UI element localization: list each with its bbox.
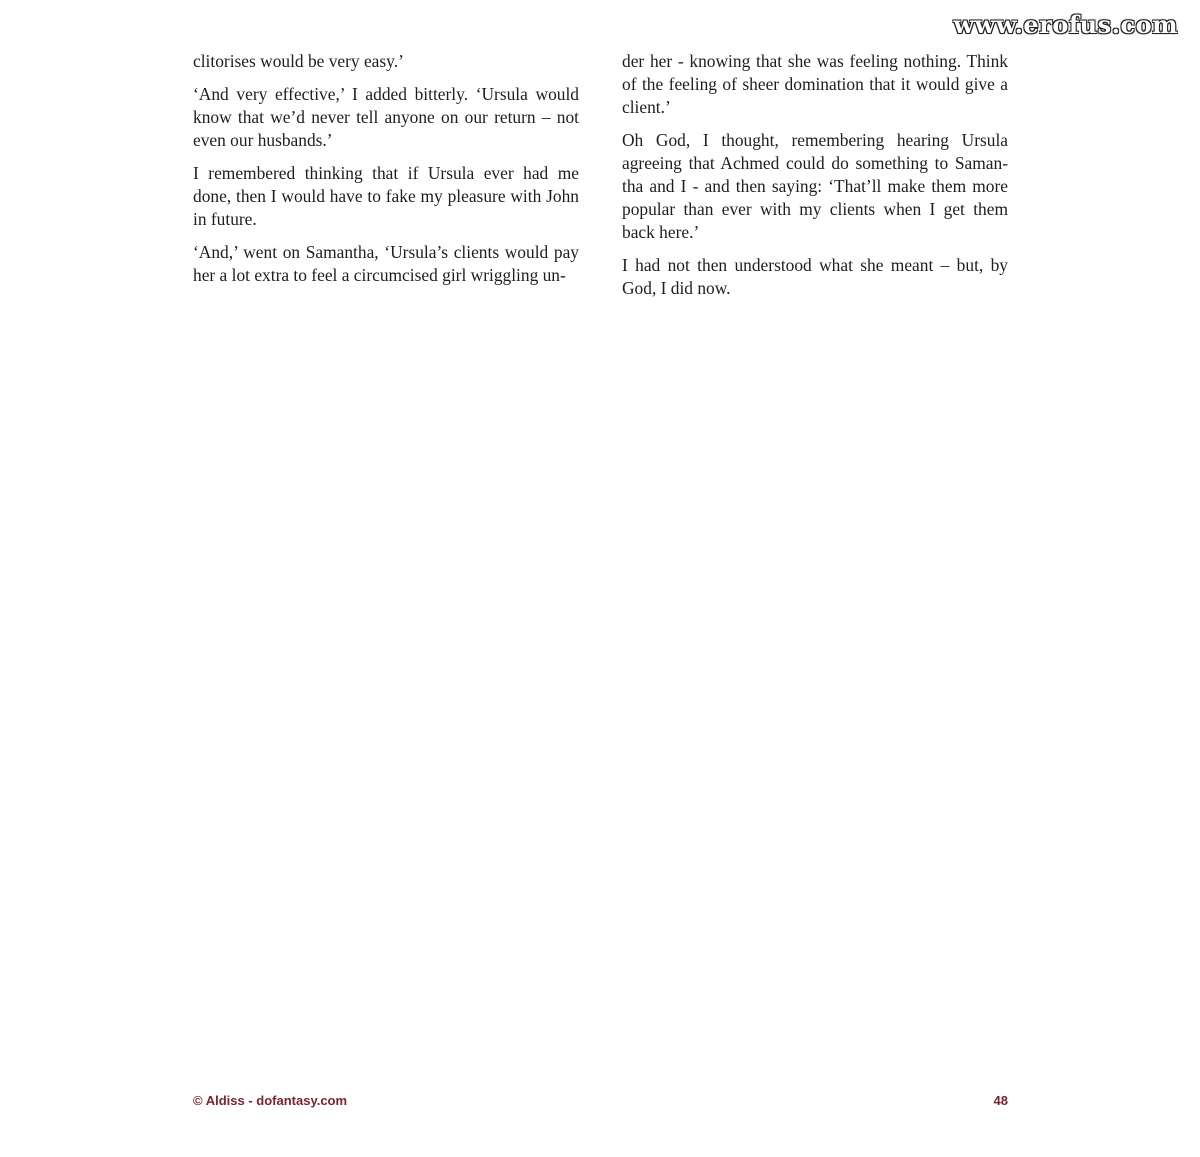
paragraph: der her - knowing that she was feeling nothing. Think of the feeling of sheer domination that it would give a client.’ xyxy=(622,51,1008,117)
paragraph: Oh God, I thought, remembering hearing Ursula agreeing that Achmed could do something to Saman-tha and I - and then saying: ‘That’ll make them more popular than ever with my clients when I get them back here.’ xyxy=(622,130,1008,242)
paragraph: clitorises would be very easy.’ xyxy=(193,51,404,71)
paragraph: I had not then understood what she meant – but, by God, I did now. xyxy=(622,255,1008,298)
watermark-logo: www.erofus.com xyxy=(953,10,1178,39)
paragraph: ‘And,’ went on Samantha, ‘Ursula’s clients would pay her a lot extra to feel a circumcised girl wriggling un- xyxy=(193,242,579,285)
paragraph: I remembered thinking that if Ursula ever had me done, then I would have to fake my pleasure with John in future. xyxy=(193,163,579,229)
text-column-left xyxy=(193,50,579,297)
paragraph: ‘And very effective,’ I added bitterly. ‘Ursula would know that we’d never tell anyone on our return – not even our husbands.’ xyxy=(193,84,579,150)
page-number: 48 xyxy=(993,1093,1008,1108)
text-column-right xyxy=(622,50,1008,310)
footer-copyright: © Aldiss - dofantasy.com xyxy=(193,1093,348,1108)
